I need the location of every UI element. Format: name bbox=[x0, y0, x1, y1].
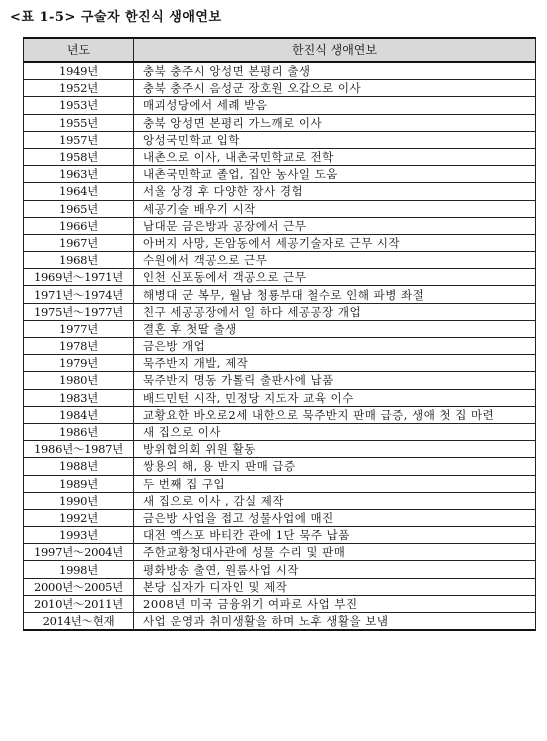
event-cell: 주한교황청대사관에 성물 수리 및 판매 bbox=[134, 544, 536, 561]
event-cell: 교황요한 바오로2세 내한으로 묵주반지 판매 급증, 생애 첫 집 마련 bbox=[134, 406, 536, 423]
table-row bbox=[24, 492, 536, 509]
table-row bbox=[24, 441, 536, 458]
year-cell: 1978년 bbox=[24, 338, 134, 355]
table-row bbox=[24, 114, 536, 131]
year-cell: 2014년～현재 bbox=[24, 613, 134, 631]
table-row bbox=[24, 200, 536, 217]
event-cell: 서울 상경 후 다양한 장사 경험 bbox=[134, 183, 536, 200]
table-row bbox=[24, 303, 536, 320]
event-cell: 새 집으로 이사 bbox=[134, 423, 536, 440]
year-cell: 1992년 bbox=[24, 509, 134, 526]
event-cell: 아버지 사망, 돈암동에서 세공기술자로 근무 시작 bbox=[134, 234, 536, 251]
event-cell: 묵주반지 개발, 제작 bbox=[134, 355, 536, 372]
year-cell: 1964년 bbox=[24, 183, 134, 200]
table-row bbox=[24, 320, 536, 337]
table-row bbox=[24, 561, 536, 578]
table-row bbox=[24, 252, 536, 269]
year-cell: 1984년 bbox=[24, 406, 134, 423]
event-cell: 방위협의회 위원 활동 bbox=[134, 441, 536, 458]
table-row bbox=[24, 475, 536, 492]
event-cell: 내촌으로 이사, 내촌국민학교로 전학 bbox=[134, 148, 536, 165]
year-cell: 1975년～1977년 bbox=[24, 303, 134, 320]
year-cell: 1971년～1974년 bbox=[24, 286, 134, 303]
year-cell: 1990년 bbox=[24, 492, 134, 509]
year-cell: 1965년 bbox=[24, 200, 134, 217]
year-cell: 1949년 bbox=[24, 62, 134, 80]
year-cell: 2010년～2011년 bbox=[24, 595, 134, 612]
year-cell: 1993년 bbox=[24, 527, 134, 544]
event-cell: 대전 엑스포 바티칸 관에 1단 묵주 납품 bbox=[134, 527, 536, 544]
year-cell: 1977년 bbox=[24, 320, 134, 337]
event-cell: 남대문 금은방과 공장에서 근무 bbox=[134, 217, 536, 234]
event-cell: 충북 앙성면 본평리 가느깨로 이사 bbox=[134, 114, 536, 131]
year-cell: 1968년 bbox=[24, 252, 134, 269]
table-row bbox=[24, 389, 536, 406]
event-cell: 인천 신포동에서 객공으로 근무 bbox=[134, 269, 536, 286]
year-cell: 1969년～1971년 bbox=[24, 269, 134, 286]
event-cell: 두 번째 집 구입 bbox=[134, 475, 536, 492]
header-year: 년도 bbox=[24, 38, 134, 62]
event-cell: 매괴성당에서 세례 받음 bbox=[134, 97, 536, 114]
table-row bbox=[24, 578, 536, 595]
event-cell: 사업 운영과 취미생활을 하며 노후 생활을 보냄 bbox=[134, 613, 536, 631]
table-row bbox=[24, 372, 536, 389]
table-row bbox=[24, 509, 536, 526]
table-row bbox=[24, 183, 536, 200]
event-cell: 해병대 군 복무, 월남 청룡부대 철수로 인해 파병 좌절 bbox=[134, 286, 536, 303]
life-chronology-table bbox=[23, 37, 536, 631]
year-cell: 1966년 bbox=[24, 217, 134, 234]
year-cell: 1988년 bbox=[24, 458, 134, 475]
table-row bbox=[24, 131, 536, 148]
table-row bbox=[24, 595, 536, 612]
event-cell: 금은방 개업 bbox=[134, 338, 536, 355]
year-cell: 1979년 bbox=[24, 355, 134, 372]
year-cell: 1986년～1987년 bbox=[24, 441, 134, 458]
year-cell: 1952년 bbox=[24, 80, 134, 97]
event-cell: 묵주반지 명동 가톨릭 출판사에 납품 bbox=[134, 372, 536, 389]
year-cell: 1983년 bbox=[24, 389, 134, 406]
table-row bbox=[24, 166, 536, 183]
event-cell: 내촌국민학교 졸업, 집안 농사일 도움 bbox=[134, 166, 536, 183]
event-cell: 배드민턴 시작, 민정당 지도자 교육 이수 bbox=[134, 389, 536, 406]
event-cell: 충북 충주시 앙성면 본평리 출생 bbox=[134, 62, 536, 80]
event-cell: 쌍용의 해, 용 반지 판매 급증 bbox=[134, 458, 536, 475]
table-row bbox=[24, 234, 536, 251]
table-row bbox=[24, 527, 536, 544]
table-row bbox=[24, 217, 536, 234]
table-row bbox=[24, 269, 536, 286]
table-caption: <표 1-5> 구술자 한진식 생애연보 bbox=[10, 10, 222, 25]
table-row bbox=[24, 544, 536, 561]
event-cell: 평화방송 출연, 원룸사업 시작 bbox=[134, 561, 536, 578]
event-cell: 본당 십자가 디자인 및 제작 bbox=[134, 578, 536, 595]
event-cell: 세공기술 배우기 시작 bbox=[134, 200, 536, 217]
year-cell: 1953년 bbox=[24, 97, 134, 114]
year-cell: 1957년 bbox=[24, 131, 134, 148]
year-cell: 1980년 bbox=[24, 372, 134, 389]
event-cell: 2008년 미국 금융위기 여파로 사업 부진 bbox=[134, 595, 536, 612]
table-row bbox=[24, 97, 536, 114]
event-cell: 충북 충주시 음성군 장호원 오갑으로 이사 bbox=[134, 80, 536, 97]
table-row bbox=[24, 62, 536, 80]
table-row bbox=[24, 80, 536, 97]
event-cell: 새 집으로 이사 , 감실 제작 bbox=[134, 492, 536, 509]
table-row bbox=[24, 148, 536, 165]
table-row bbox=[24, 613, 536, 631]
year-cell: 1955년 bbox=[24, 114, 134, 131]
event-cell: 친구 세공공장에서 일 하다 세공공장 개업 bbox=[134, 303, 536, 320]
table-row bbox=[24, 458, 536, 475]
event-cell: 금은방 사업을 접고 성물사업에 매진 bbox=[134, 509, 536, 526]
event-cell: 결혼 후 첫딸 출생 bbox=[134, 320, 536, 337]
table-row bbox=[24, 338, 536, 355]
year-cell: 1989년 bbox=[24, 475, 134, 492]
table-row bbox=[24, 423, 536, 440]
event-cell: 앙성국민학교 입학 bbox=[134, 131, 536, 148]
event-cell: 수원에서 객공으로 근무 bbox=[134, 252, 536, 269]
table-row bbox=[24, 355, 536, 372]
header-event: 한진식 생애연보 bbox=[134, 38, 536, 62]
table-header-row bbox=[24, 38, 536, 62]
year-cell: 1958년 bbox=[24, 148, 134, 165]
year-cell: 1967년 bbox=[24, 234, 134, 251]
year-cell: 1963년 bbox=[24, 166, 134, 183]
table-row bbox=[24, 406, 536, 423]
year-cell: 1998년 bbox=[24, 561, 134, 578]
table-row bbox=[24, 286, 536, 303]
year-cell: 2000년～2005년 bbox=[24, 578, 134, 595]
year-cell: 1986년 bbox=[24, 423, 134, 440]
year-cell: 1997년～2004년 bbox=[24, 544, 134, 561]
